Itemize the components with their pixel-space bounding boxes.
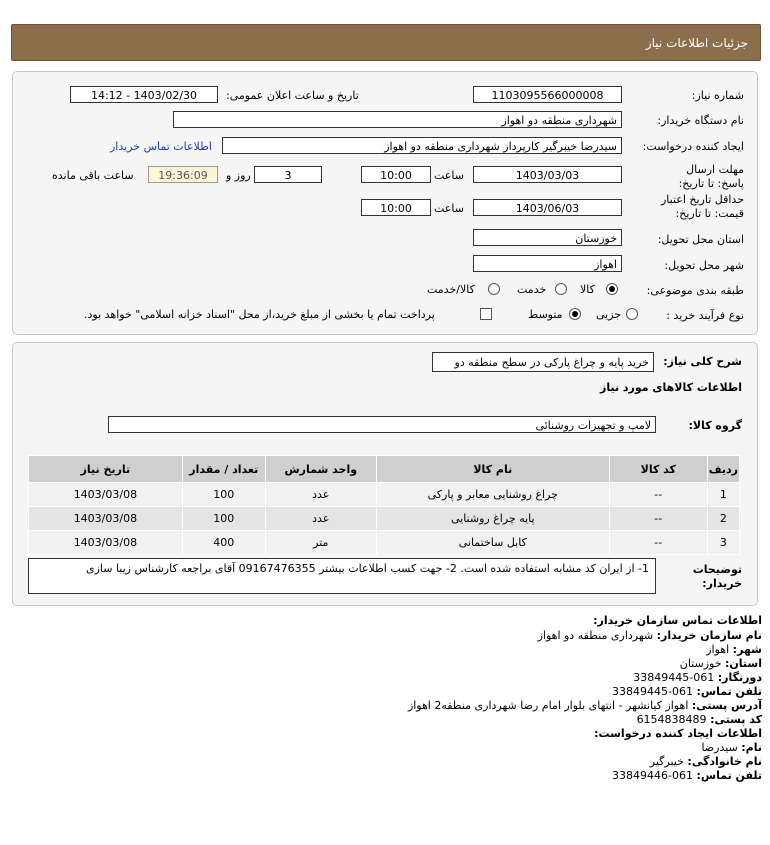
contact-city: شهر: اهواز bbox=[706, 643, 762, 656]
category-radio-service[interactable] bbox=[555, 283, 567, 295]
need-number-field: 1103095566000008 bbox=[473, 86, 622, 103]
cell-date: 1403/03/08 bbox=[29, 483, 183, 507]
cell-quantity: 100 bbox=[182, 507, 265, 531]
validity-time-field: 10:00 bbox=[361, 199, 431, 216]
deadline-time-field: 10:00 bbox=[361, 166, 431, 183]
cell-unit: عدد bbox=[265, 483, 376, 507]
notes-field: 1- از ایران کد مشابه استفاده شده است. 2- جهت کسب اطلاعات بیشتر 09167476355 آقای براجعه کارشناس زیبا سازی bbox=[28, 558, 656, 594]
category-label: طبقه بندی موضوعی: bbox=[646, 284, 744, 297]
treasury-note: پرداخت تمام یا بخشی از مبلغ خرید،از محل "اسناد خزانه اسلامی" خواهد بود. bbox=[84, 308, 435, 321]
process-radio-minor[interactable] bbox=[626, 308, 638, 320]
cell-code: -- bbox=[609, 483, 707, 507]
deadline-days-field: 3 bbox=[254, 166, 322, 183]
treasury-checkbox[interactable] bbox=[480, 308, 492, 320]
buyer-org-field: شهرداری منطقه دو اهواز bbox=[173, 111, 622, 128]
deadline-time-label: ساعت bbox=[434, 169, 464, 182]
creator-phone: تلفن تماس: 061-33849446 bbox=[612, 769, 762, 782]
deadline-label: مهلت ارسال پاسخ: تا تاریخ: bbox=[678, 163, 744, 190]
creator-title: اطلاعات ایجاد کننده درخواست: bbox=[594, 727, 762, 740]
category-option-both: کالا/خدمت bbox=[427, 283, 475, 296]
table-row bbox=[29, 483, 740, 507]
contact-postal: کد پستی: 6154838489 bbox=[636, 713, 762, 726]
page-header bbox=[11, 24, 761, 61]
city-label: شهر محل تحویل: bbox=[664, 259, 744, 272]
notes-label: توضیحات خریدار: bbox=[692, 563, 742, 590]
col-date: تاریخ نیاز bbox=[29, 456, 183, 483]
contact-phone: تلفن تماس: 061-33849445 bbox=[612, 685, 762, 698]
goods-group-field: لامپ و تجهیزات روشنائی bbox=[108, 416, 656, 433]
contact-province: استان: خوزستان bbox=[679, 657, 762, 670]
cell-row-number: 1 bbox=[707, 483, 739, 507]
cell-date: 1403/03/08 bbox=[29, 507, 183, 531]
process-option-minor: جزیی bbox=[596, 308, 622, 321]
contact-address: آدرس پستی: اهواز کیانشهر - انتهای بلوار امام رضا شهرداری منطقه2 اهواز bbox=[407, 699, 762, 712]
cell-row-number: 3 bbox=[707, 531, 739, 555]
province-label: استان محل تحویل: bbox=[657, 233, 744, 246]
cell-row-number: 2 bbox=[707, 507, 739, 531]
table-row bbox=[29, 531, 740, 555]
process-label: نوع فرآیند خرید : bbox=[666, 309, 744, 322]
creator-field: سیدرضا خیبرگیر کارپرداز شهرداری منطقه دو اهواز bbox=[222, 137, 622, 154]
goods-group-label: گروه کالا: bbox=[688, 419, 742, 432]
summary-field: خرید پایه و چراغ پارکی در سطح منطقه دو bbox=[432, 352, 654, 372]
creator-family: نام خانوادگی: خیبرگیر bbox=[649, 755, 762, 768]
validity-date-field: 1403/06/03 bbox=[473, 199, 622, 216]
contact-title: اطلاعات تماس سازمان خریدار: bbox=[593, 614, 762, 627]
contact-fax: دورنگار: 061-33849445 bbox=[633, 671, 762, 684]
goods-table bbox=[28, 455, 740, 555]
cell-quantity: 400 bbox=[182, 531, 265, 555]
cell-code: -- bbox=[609, 507, 707, 531]
table-row bbox=[29, 507, 740, 531]
contact-org: نام سازمان خریدار: شهرداری منطقه دو اهواز bbox=[537, 629, 762, 642]
category-option-service: خدمت bbox=[517, 283, 547, 296]
cell-name: چراغ روشنایی معابر و پارکی bbox=[376, 483, 609, 507]
announce-field: 1403/02/30 - 14:12 bbox=[70, 86, 218, 103]
category-radio-goods[interactable] bbox=[606, 283, 618, 295]
cell-code: -- bbox=[609, 531, 707, 555]
need-number-label: شماره نیاز: bbox=[691, 89, 744, 102]
creator-label: ایجاد کننده درخواست: bbox=[642, 140, 744, 153]
col-code: کد کالا bbox=[609, 456, 707, 483]
cell-name: کابل ساختمانی bbox=[376, 531, 609, 555]
process-radio-medium[interactable] bbox=[569, 308, 581, 320]
page-title: جزئیات اطلاعات نیاز bbox=[645, 36, 748, 50]
announce-label: تاریخ و ساعت اعلان عمومی: bbox=[226, 89, 359, 102]
summary-label: شرح کلی نیاز: bbox=[663, 355, 742, 368]
validity-time-label: ساعت bbox=[434, 202, 464, 215]
process-option-medium: متوسط bbox=[528, 308, 563, 321]
goods-section-title: اطلاعات کالاهای مورد نیاز bbox=[600, 381, 742, 394]
deadline-days-label: روز و bbox=[226, 169, 251, 182]
category-option-goods: کالا bbox=[580, 283, 595, 296]
col-name: نام کالا bbox=[376, 456, 609, 483]
col-row-number: ردیف bbox=[707, 456, 739, 483]
deadline-date-field: 1403/03/03 bbox=[473, 166, 622, 183]
table-header-row bbox=[29, 456, 740, 483]
remaining-label: ساعت باقی مانده bbox=[52, 169, 134, 182]
cell-name: پایه چراغ روشنایی bbox=[376, 507, 609, 531]
cell-unit: متر bbox=[265, 531, 376, 555]
cell-date: 1403/03/08 bbox=[29, 531, 183, 555]
province-field: خوزستان bbox=[473, 229, 622, 246]
creator-name: نام: سیدرضا bbox=[701, 741, 762, 754]
buyer-org-label: نام دستگاه خریدار: bbox=[657, 114, 744, 127]
cell-quantity: 100 bbox=[182, 483, 265, 507]
category-radio-both[interactable] bbox=[488, 283, 500, 295]
buyer-contact-link[interactable]: اطلاعات تماس خریدار bbox=[110, 140, 212, 153]
remaining-time-field: 19:36:09 bbox=[148, 166, 218, 183]
col-unit: واحد شمارش bbox=[265, 456, 376, 483]
city-field: اهواز bbox=[473, 255, 622, 272]
col-quantity: تعداد / مقدار bbox=[182, 456, 265, 483]
validity-label: حداقل تاریخ اعتبار قیمت: تا تاریخ: bbox=[660, 193, 744, 220]
cell-unit: عدد bbox=[265, 507, 376, 531]
